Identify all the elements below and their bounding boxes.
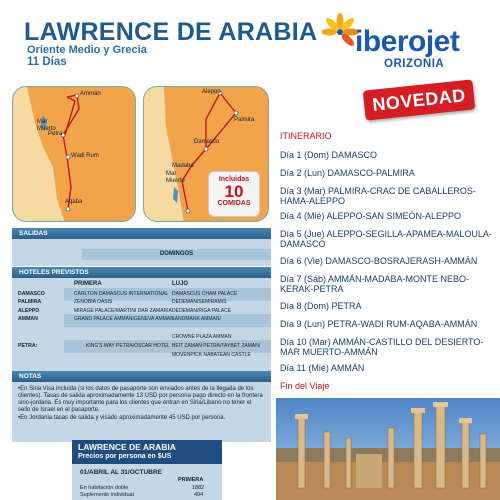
hotel-city: DAMASCO [18, 291, 45, 297]
map-label-petra: Petra [48, 131, 63, 137]
price-row-label: En habitación doble [80, 485, 129, 491]
departures-heading: SALIDAS [12, 228, 271, 239]
itinerary-day: Día 1 (Dom) DAMASCO [280, 150, 378, 160]
page-subtitle: Oriente Medio y Grecia [27, 44, 147, 56]
price-subtitle: Precios por persona en $US [78, 453, 172, 460]
hotels-section [12, 267, 271, 375]
itinerary-heading: ITINERARIO [280, 131, 332, 141]
itinerary-day: Día 8 (Dom) PETRA [280, 301, 362, 311]
notes-body [12, 382, 271, 442]
itinerary-day: Día 5 (Jue) ALEPPO-SEGILLA-APAMEA-MALOULA-DAMASCO [280, 229, 492, 249]
departures-section [12, 228, 271, 266]
novedad-badge: NOVEDAD [363, 79, 476, 120]
itinerary-day: Día 3 (Mar) PALMIRA-CRAC DE CABALLEROS-HAMA-ALEPPO [280, 186, 476, 206]
itinerary-end: Fin del Viaje [280, 381, 330, 391]
hotel-lujo: DAMASCUS CHAM PALACE [172, 291, 238, 297]
price-category: PRIMERA [178, 477, 204, 483]
hotel-primera: KING'S WAY PETRA/OSCAR HOTEL [86, 343, 170, 349]
map-label-amman: Ammán [80, 91, 101, 97]
map-label-dead-sea: Mar Muerto [37, 119, 56, 132]
brand-name: iberojet [355, 25, 460, 58]
brand-subname: ORIZONIA [384, 58, 445, 70]
hotel-lujo: MOVENPICK NABATEAN CASTLE [172, 352, 251, 358]
price-row-value: 1882 [192, 485, 205, 491]
hotel-city: ALEPPO [18, 308, 40, 314]
itinerary-day: Día 2 (Lun) DAMASCO-PALMIRA [280, 168, 415, 178]
itinerary-day: Día 6 (Vie) DAMASCO-BOSRAJERASH-AMMÁN [280, 256, 478, 266]
ruins-photo-graphic [276, 398, 500, 500]
trip-duration: 11 Días [27, 56, 67, 68]
hotel-primera: ZENOBIA OASIS [74, 299, 113, 305]
itinerary-day: Día 9 (Lun) PETRA-WADI RUM-AQABA-AMMÁN [280, 319, 478, 329]
price-header [72, 440, 222, 464]
itinerary-day: Día 10 (Mar) AMMÁN-CASTILLO DEL DESIERTO-MAR MUERTO-AMMÁN [280, 337, 484, 357]
hotel-city: PALMIRA [18, 299, 42, 305]
map-label-madaba: Madaba [172, 163, 194, 169]
departures-body [12, 239, 271, 266]
price-box [72, 440, 222, 500]
notes-heading: NOTAS [12, 371, 271, 382]
itinerary-day: Día 7 (Sáb) AMMÁN-MADABA-MONTE NEBO-KERAK-PETRA [280, 274, 470, 294]
note-item: •En Siria Visa incluida (si los datos de pasaporte son enviados antes de la llegada de los clientes). Tasas de salida aproximadamente 13 USD por persona pago directo en la frontera sirio-jordana. Es muy importante para los clientes que entran en Siria/Libano no tener el sello de Israel en el pasaporte. [18, 386, 263, 413]
departures-value: DOMINGOS [82, 249, 271, 260]
hotels-table [12, 278, 271, 375]
note-item: •En Jordania tasas de salida y visado aproximadamente 45 USD por persona. [18, 415, 226, 421]
hotels-col-lujo: LUJO [172, 281, 189, 287]
notes-section [12, 371, 271, 442]
hotel-primera: GRAND PALACE AMMAN/GENEVA AMMAN [74, 316, 174, 322]
itinerary-day: Día 4 (Mié) ALEPPO-SAN SIMEÓN-ALEPPO [280, 211, 462, 221]
map-label-dead-sea-2: Mar Muerto [166, 171, 185, 184]
hotel-primera: MIRAGE PALACE/MARTINI DAR ZAMARIA [74, 308, 172, 314]
meals-included-badge [208, 171, 260, 217]
price-row-value: 494 [194, 492, 204, 498]
hotels-col-primera: PRIMERA [74, 281, 102, 287]
price-title: LAWRENCE DE ARABIA [78, 442, 176, 452]
itinerary-day: Día 11 (Mié) AMMÁN [280, 363, 365, 373]
hotel-lujo: CROWNE PLAZA AMMAN [172, 334, 232, 340]
hotel-lujo: LANDMARK AMMAN/ [172, 316, 221, 322]
map-label-palmira: Palmira [234, 117, 255, 123]
meals-included-label: Incluidas [218, 176, 250, 183]
meals-unit: COMIDAS [217, 200, 251, 207]
jordan-map [12, 86, 136, 222]
map-label-aleppo: Aleppo [202, 89, 221, 95]
map-label-wadi-rum: Wadi Rum [71, 153, 99, 159]
price-period: 01/ABRIL AL 31/OCTUBRE [80, 469, 162, 476]
meals-count: 10 [224, 182, 244, 201]
hotel-city: AMMAN [18, 316, 38, 322]
hotel-lujo: DEDEMAN/RIGA PALACE [172, 308, 232, 314]
price-row-label: Suplemento individual [80, 492, 134, 498]
hotel-lujo: BEIT ZAMAN PETRA/TAYBET ZAMAN/ [172, 343, 261, 349]
page-title: LAWRENCE DE ARABIA [24, 18, 318, 46]
map-label-aqaba: Aqaba [65, 199, 83, 205]
ruins-photo [276, 398, 500, 500]
hotel-lujo: DEDEMAN/SEMIRAMIS [172, 299, 227, 305]
hotel-primera: CARLTON DAMASCUS INTERNATIONAL [74, 291, 169, 297]
map-label-damasco: Damasco [194, 139, 220, 145]
hotels-heading: HOTELES PREVISTOS [12, 267, 271, 278]
hotel-city: PETRA: [18, 343, 38, 349]
